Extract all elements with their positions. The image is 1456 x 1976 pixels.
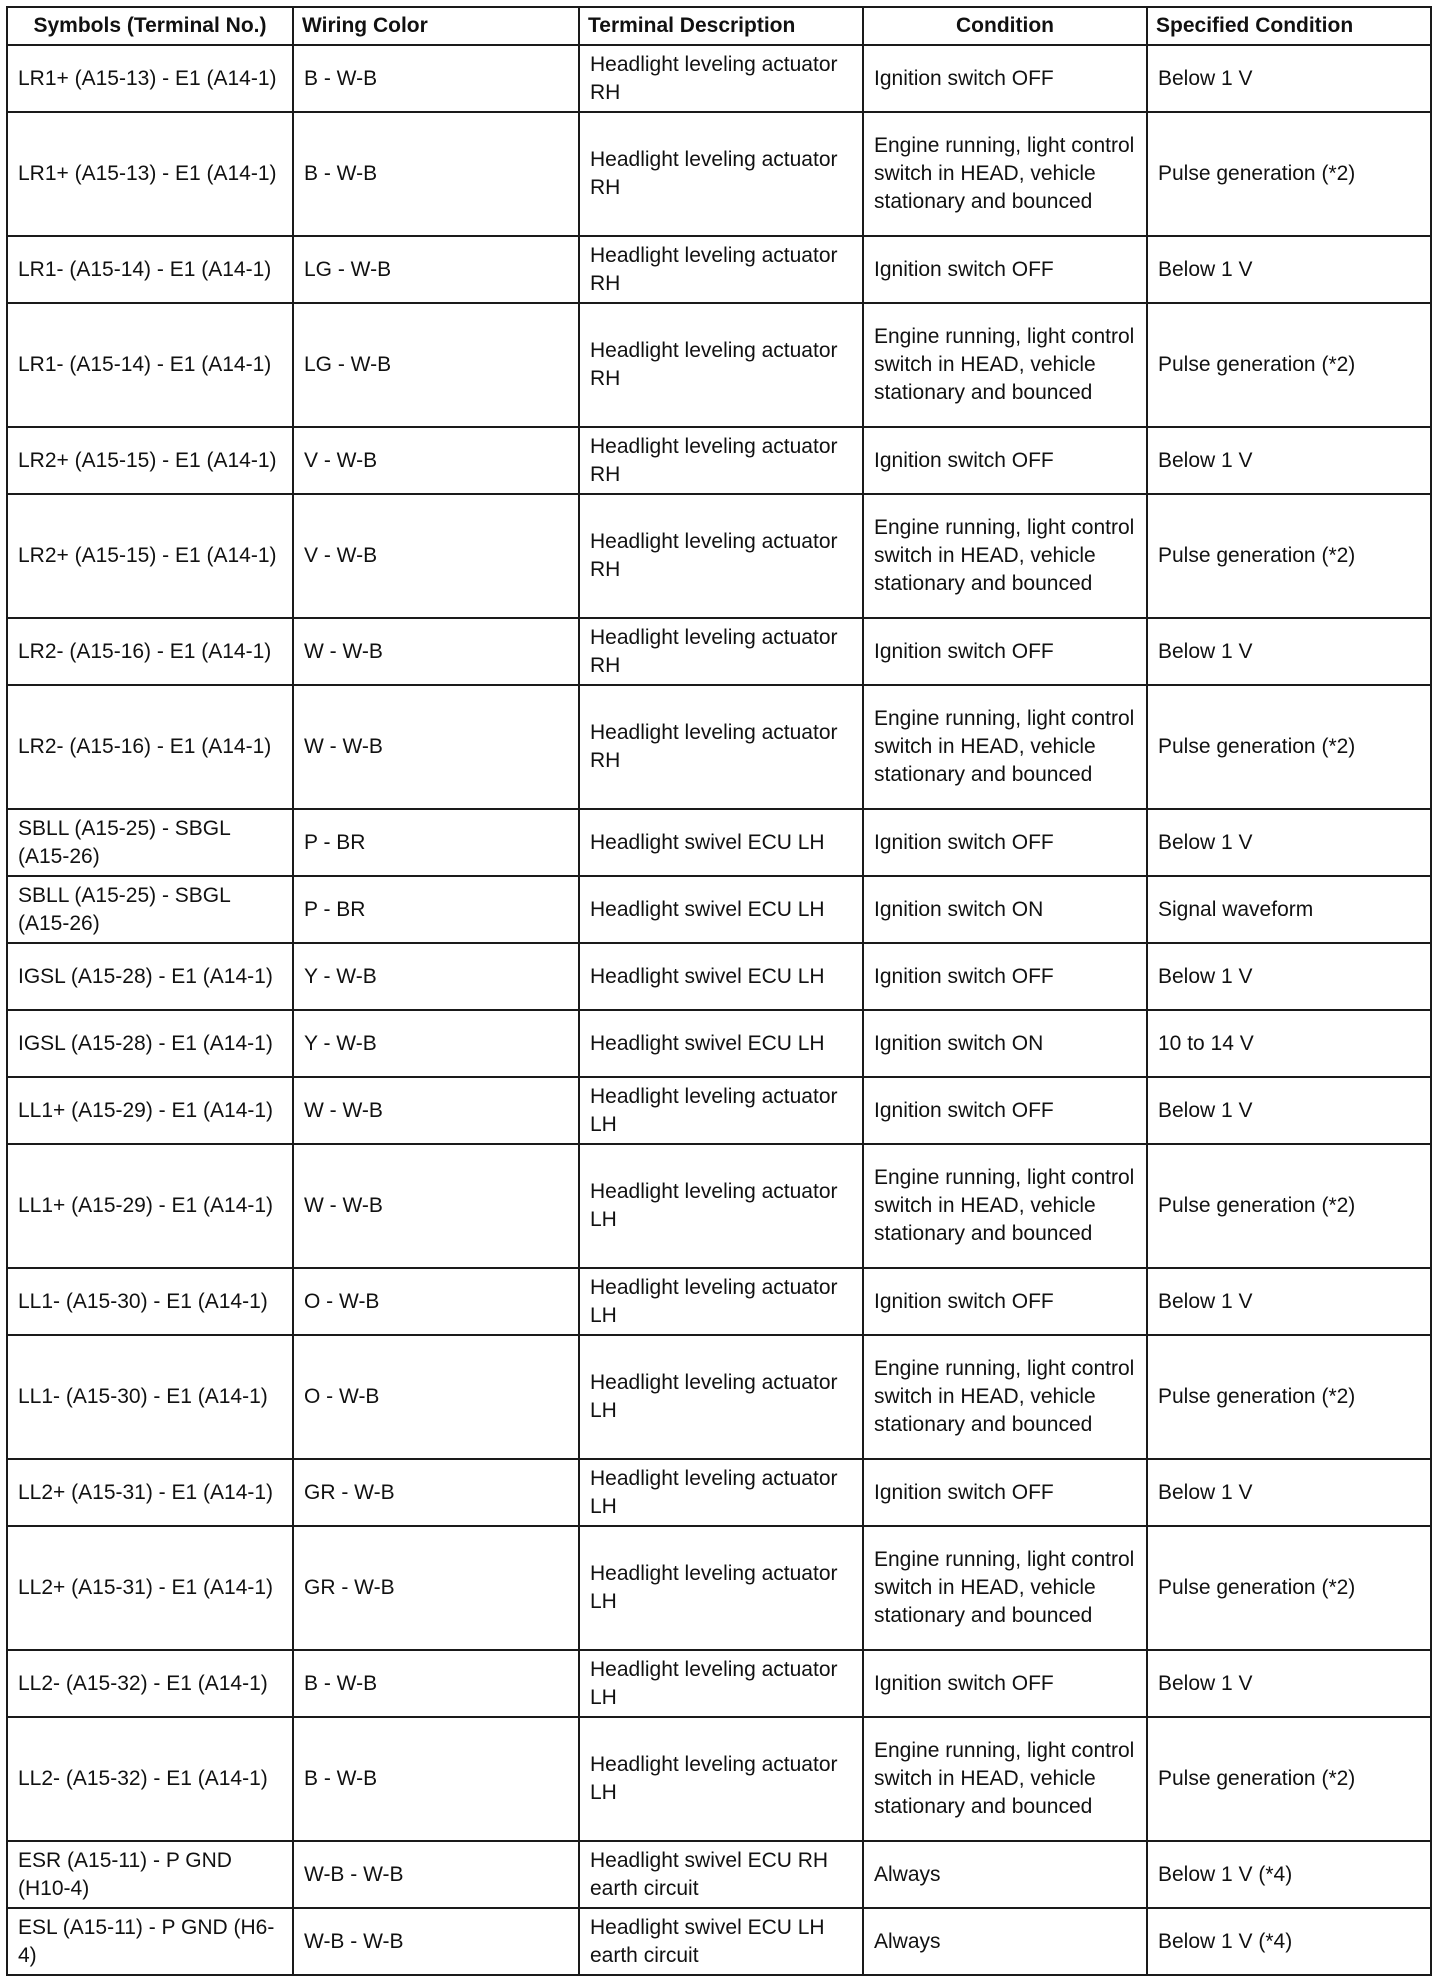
cell-description: Headlight leveling actuator RH xyxy=(579,685,863,809)
cell-symbols: IGSL (A15-28) - E1 (A14-1) xyxy=(7,943,293,1010)
table-row xyxy=(7,303,1431,427)
cell-condition: Engine running, light control switch in HEAD, vehicle stationary and bounced xyxy=(863,1526,1147,1650)
cell-condition: Engine running, light control switch in HEAD, vehicle stationary and bounced xyxy=(863,1335,1147,1459)
table-row xyxy=(7,809,1431,876)
cell-description: Headlight leveling actuator LH xyxy=(579,1459,863,1526)
table-row xyxy=(7,685,1431,809)
cell-wiring-color: GR - W-B xyxy=(293,1526,579,1650)
cell-description: Headlight swivel ECU LH xyxy=(579,876,863,943)
cell-symbols: LR2+ (A15-15) - E1 (A14-1) xyxy=(7,427,293,494)
table-row xyxy=(7,1717,1431,1841)
cell-description: Headlight leveling actuator LH xyxy=(579,1717,863,1841)
table-row xyxy=(7,1010,1431,1077)
cell-specified-condition: Below 1 V (*4) xyxy=(1147,1908,1431,1975)
table-row xyxy=(7,427,1431,494)
table-row xyxy=(7,1077,1431,1144)
cell-wiring-color: B - W-B xyxy=(293,45,579,112)
table-header xyxy=(7,7,1431,45)
cell-condition: Ignition switch ON xyxy=(863,876,1147,943)
header-wiring-color: Wiring Color xyxy=(293,7,579,45)
table-row xyxy=(7,1268,1431,1335)
table-row xyxy=(7,1908,1431,1975)
cell-description: Headlight leveling actuator LH xyxy=(579,1077,863,1144)
cell-description: Headlight swivel ECU LH xyxy=(579,1010,863,1077)
cell-symbols: LL1- (A15-30) - E1 (A14-1) xyxy=(7,1335,293,1459)
cell-symbols: SBLL (A15-25) - SBGL (A15-26) xyxy=(7,876,293,943)
cell-symbols: LL2- (A15-32) - E1 (A14-1) xyxy=(7,1717,293,1841)
cell-wiring-color: LG - W-B xyxy=(293,303,579,427)
cell-specified-condition: Below 1 V xyxy=(1147,1268,1431,1335)
header-symbols: Symbols (Terminal No.) xyxy=(7,7,293,45)
terminal-inspection-table xyxy=(6,6,1432,1976)
cell-description: Headlight leveling actuator RH xyxy=(579,427,863,494)
cell-specified-condition: Below 1 V xyxy=(1147,1650,1431,1717)
cell-condition: Ignition switch ON xyxy=(863,1010,1147,1077)
cell-symbols: LR2- (A15-16) - E1 (A14-1) xyxy=(7,618,293,685)
cell-specified-condition: 10 to 14 V xyxy=(1147,1010,1431,1077)
cell-symbols: ESR (A15-11) - P GND (H10-4) xyxy=(7,1841,293,1908)
cell-specified-condition: Pulse generation (*2) xyxy=(1147,494,1431,618)
cell-description: Headlight swivel ECU LH xyxy=(579,943,863,1010)
cell-condition: Ignition switch OFF xyxy=(863,1268,1147,1335)
cell-symbols: LL1- (A15-30) - E1 (A14-1) xyxy=(7,1268,293,1335)
cell-description: Headlight swivel ECU LH xyxy=(579,809,863,876)
header-condition: Condition xyxy=(863,7,1147,45)
cell-specified-condition: Signal waveform xyxy=(1147,876,1431,943)
cell-description: Headlight leveling actuator RH xyxy=(579,112,863,236)
cell-condition: Ignition switch OFF xyxy=(863,1077,1147,1144)
header-specified-condition: Specified Condition xyxy=(1147,7,1431,45)
cell-description: Headlight leveling actuator LH xyxy=(579,1144,863,1268)
cell-symbols: LL2+ (A15-31) - E1 (A14-1) xyxy=(7,1459,293,1526)
cell-symbols: LL1+ (A15-29) - E1 (A14-1) xyxy=(7,1077,293,1144)
table-row xyxy=(7,45,1431,112)
cell-specified-condition: Pulse generation (*2) xyxy=(1147,1526,1431,1650)
cell-description: Headlight swivel ECU RH earth circuit xyxy=(579,1841,863,1908)
table-row xyxy=(7,876,1431,943)
cell-symbols: LL1+ (A15-29) - E1 (A14-1) xyxy=(7,1144,293,1268)
cell-specified-condition: Pulse generation (*2) xyxy=(1147,1144,1431,1268)
cell-description: Headlight leveling actuator LH xyxy=(579,1650,863,1717)
cell-condition: Engine running, light control switch in HEAD, vehicle stationary and bounced xyxy=(863,1717,1147,1841)
cell-specified-condition: Below 1 V xyxy=(1147,45,1431,112)
cell-description: Headlight leveling actuator RH xyxy=(579,236,863,303)
cell-condition: Ignition switch OFF xyxy=(863,1650,1147,1717)
cell-symbols: LR1+ (A15-13) - E1 (A14-1) xyxy=(7,112,293,236)
cell-specified-condition: Below 1 V xyxy=(1147,618,1431,685)
cell-condition: Engine running, light control switch in HEAD, vehicle stationary and bounced xyxy=(863,1144,1147,1268)
cell-symbols: SBLL (A15-25) - SBGL (A15-26) xyxy=(7,809,293,876)
cell-wiring-color: GR - W-B xyxy=(293,1459,579,1526)
cell-wiring-color: W - W-B xyxy=(293,685,579,809)
cell-condition: Ignition switch OFF xyxy=(863,1459,1147,1526)
cell-wiring-color: B - W-B xyxy=(293,1650,579,1717)
cell-condition: Always xyxy=(863,1908,1147,1975)
cell-description: Headlight leveling actuator RH xyxy=(579,303,863,427)
cell-description: Headlight leveling actuator LH xyxy=(579,1335,863,1459)
cell-wiring-color: W - W-B xyxy=(293,1144,579,1268)
cell-wiring-color: O - W-B xyxy=(293,1335,579,1459)
table-row xyxy=(7,236,1431,303)
table-body xyxy=(7,45,1431,1975)
cell-specified-condition: Below 1 V xyxy=(1147,943,1431,1010)
cell-symbols: LR1- (A15-14) - E1 (A14-1) xyxy=(7,303,293,427)
table-row xyxy=(7,494,1431,618)
cell-wiring-color: P - BR xyxy=(293,809,579,876)
table-row xyxy=(7,1144,1431,1268)
table-row xyxy=(7,1841,1431,1908)
cell-symbols: ESL (A15-11) - P GND (H6-4) xyxy=(7,1908,293,1975)
cell-description: Headlight leveling actuator RH xyxy=(579,618,863,685)
cell-specified-condition: Below 1 V xyxy=(1147,809,1431,876)
table-row xyxy=(7,1335,1431,1459)
cell-symbols: LR1- (A15-14) - E1 (A14-1) xyxy=(7,236,293,303)
cell-description: Headlight leveling actuator LH xyxy=(579,1526,863,1650)
cell-specified-condition: Below 1 V xyxy=(1147,1077,1431,1144)
cell-symbols: LR2- (A15-16) - E1 (A14-1) xyxy=(7,685,293,809)
table-row xyxy=(7,943,1431,1010)
table-row xyxy=(7,1526,1431,1650)
cell-wiring-color: W-B - W-B xyxy=(293,1841,579,1908)
cell-symbols: LR1+ (A15-13) - E1 (A14-1) xyxy=(7,45,293,112)
cell-condition: Ignition switch OFF xyxy=(863,618,1147,685)
cell-specified-condition: Below 1 V xyxy=(1147,236,1431,303)
cell-description: Headlight leveling actuator RH xyxy=(579,494,863,618)
cell-wiring-color: Y - W-B xyxy=(293,1010,579,1077)
cell-description: Headlight leveling actuator RH xyxy=(579,45,863,112)
cell-condition: Ignition switch OFF xyxy=(863,45,1147,112)
cell-wiring-color: B - W-B xyxy=(293,112,579,236)
header-row xyxy=(7,7,1431,45)
cell-symbols: LR2+ (A15-15) - E1 (A14-1) xyxy=(7,494,293,618)
cell-condition: Engine running, light control switch in HEAD, vehicle stationary and bounced xyxy=(863,494,1147,618)
table-row xyxy=(7,1650,1431,1717)
cell-condition: Ignition switch OFF xyxy=(863,236,1147,303)
cell-specified-condition: Pulse generation (*2) xyxy=(1147,685,1431,809)
cell-wiring-color: W - W-B xyxy=(293,1077,579,1144)
cell-wiring-color: V - W-B xyxy=(293,427,579,494)
cell-symbols: LL2- (A15-32) - E1 (A14-1) xyxy=(7,1650,293,1717)
cell-wiring-color: B - W-B xyxy=(293,1717,579,1841)
cell-symbols: IGSL (A15-28) - E1 (A14-1) xyxy=(7,1010,293,1077)
cell-wiring-color: Y - W-B xyxy=(293,943,579,1010)
cell-specified-condition: Below 1 V xyxy=(1147,1459,1431,1526)
cell-condition: Ignition switch OFF xyxy=(863,943,1147,1010)
cell-condition: Engine running, light control switch in HEAD, vehicle stationary and bounced xyxy=(863,112,1147,236)
cell-wiring-color: P - BR xyxy=(293,876,579,943)
cell-specified-condition: Pulse generation (*2) xyxy=(1147,1335,1431,1459)
cell-wiring-color: W - W-B xyxy=(293,618,579,685)
cell-condition: Always xyxy=(863,1841,1147,1908)
cell-description: Headlight leveling actuator LH xyxy=(579,1268,863,1335)
cell-specified-condition: Pulse generation (*2) xyxy=(1147,303,1431,427)
header-terminal-description: Terminal Description xyxy=(579,7,863,45)
cell-specified-condition: Below 1 V xyxy=(1147,427,1431,494)
cell-symbols: LL2+ (A15-31) - E1 (A14-1) xyxy=(7,1526,293,1650)
table-row xyxy=(7,618,1431,685)
cell-wiring-color: V - W-B xyxy=(293,494,579,618)
table-row xyxy=(7,112,1431,236)
cell-wiring-color: O - W-B xyxy=(293,1268,579,1335)
cell-condition: Engine running, light control switch in HEAD, vehicle stationary and bounced xyxy=(863,303,1147,427)
cell-wiring-color: W-B - W-B xyxy=(293,1908,579,1975)
cell-wiring-color: LG - W-B xyxy=(293,236,579,303)
cell-condition: Engine running, light control switch in HEAD, vehicle stationary and bounced xyxy=(863,685,1147,809)
cell-specified-condition: Pulse generation (*2) xyxy=(1147,1717,1431,1841)
cell-condition: Ignition switch OFF xyxy=(863,809,1147,876)
cell-condition: Ignition switch OFF xyxy=(863,427,1147,494)
table-row xyxy=(7,1459,1431,1526)
cell-specified-condition: Pulse generation (*2) xyxy=(1147,112,1431,236)
cell-description: Headlight swivel ECU LH earth circuit xyxy=(579,1908,863,1975)
cell-specified-condition: Below 1 V (*4) xyxy=(1147,1841,1431,1908)
